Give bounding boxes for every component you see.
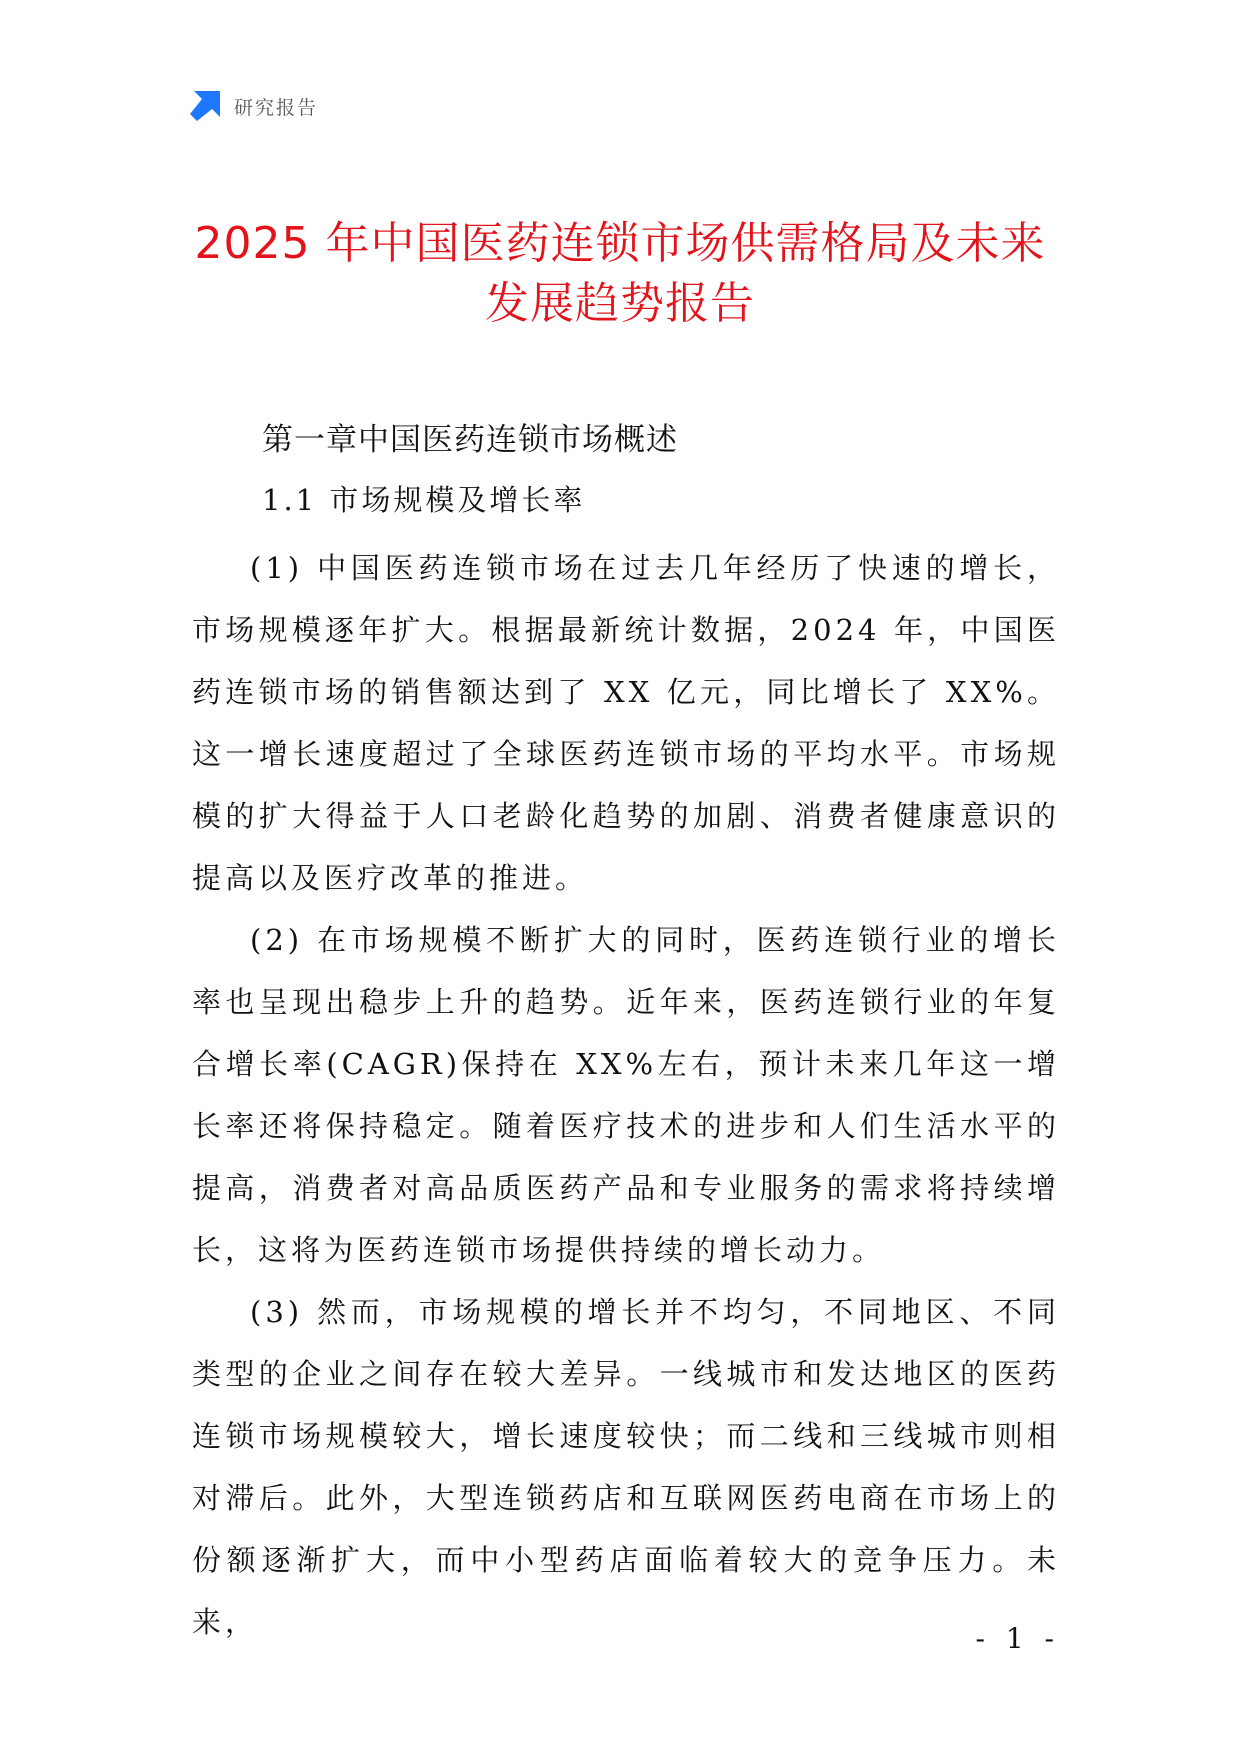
paragraph-3: (3) 然而，市场规模的增长并不均匀，不同地区、不同类型的企业之间存在较大差异。一线城市和发达地区的医药连锁市场规模较大，增长速度较快；而二线和三线城市则相对滞后。此外，大型连锁药店和互联网医药电商在市场上的份额逐渐扩大，而中小型药店面临着较大的竞争压力。未来，: [192, 1295, 1060, 1639]
report-header: [190, 88, 318, 124]
paragraph-1: (1) 中国医药连锁市场在过去几年经历了快速的增长，市场规模逐年扩大。根据最新统计数据，2024 年，中国医药连锁市场的销售额达到了 XX 亿元，同比增长了 XX%。这一增长速度超过了全球医药连锁市场的平均水平。市场规模的扩大得益于人口老龄化趋势的加剧、消费者健康意识的提高以及医疗改革的推进。: [192, 551, 1060, 895]
paragraph-2: (2) 在市场规模不断扩大的同时，医药连锁行业的增长率也呈现出稳步上升的趋势。近年来，医药连锁行业的年复合增长率(CAGR)保持在 XX%左右，预计未来几年这一增长率还将保持稳定。随着医疗技术的进步和人们生活水平的提高，消费者对高品质医药产品和专业服务的需求将持续增长，这将为医药连锁市场提供持续的增长动力。: [192, 923, 1060, 1267]
body-text: [192, 537, 1060, 1653]
document-title: [150, 214, 1090, 334]
chapter-heading: 第一章中国医药连锁市场概述: [262, 422, 678, 458]
title-line-1: 2025 年中国医药连锁市场供需格局及未来: [194, 218, 1046, 269]
logo-arrow-icon: [190, 91, 220, 121]
page-number: - 1 -: [975, 1622, 1060, 1655]
section-heading: 1.1 市场规模及增长率: [262, 483, 586, 517]
title-line-2: 发展趋势报告: [485, 278, 755, 329]
header-label: 研究报告: [234, 96, 319, 119]
